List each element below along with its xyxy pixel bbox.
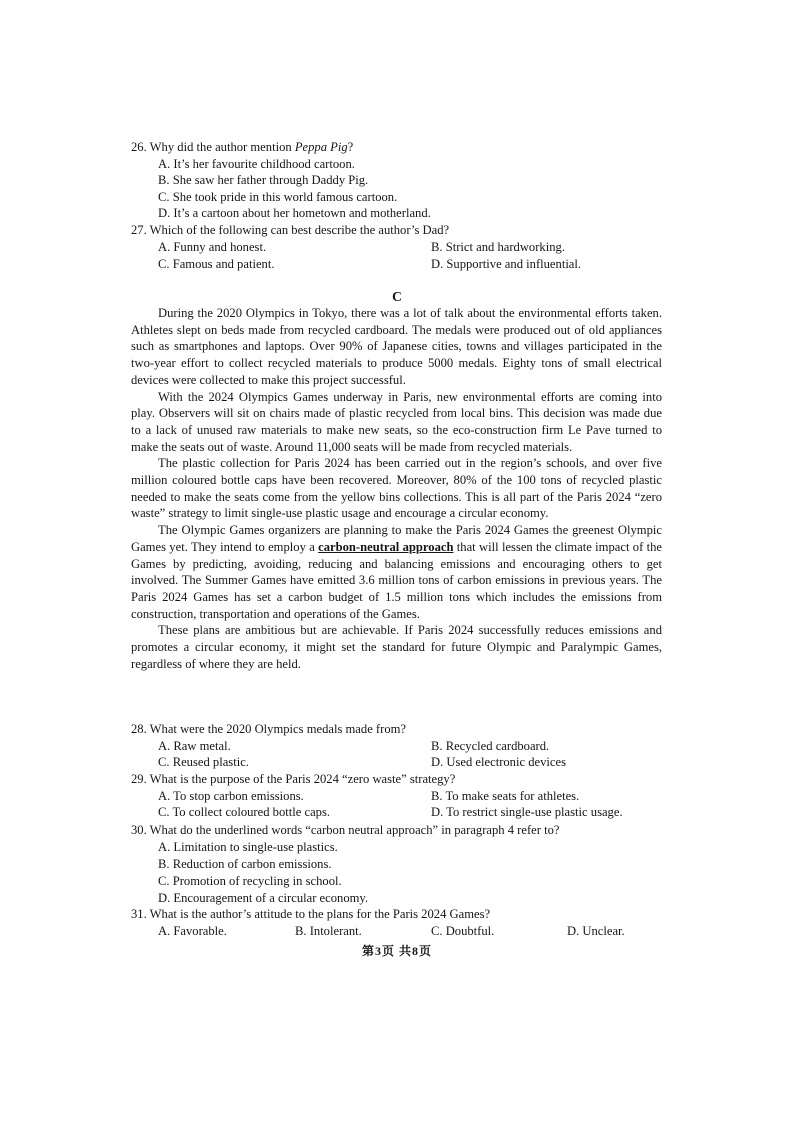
paragraph-2: With the 2024 Olympics Games underway in Paris, new environmental efforts are coming into play. Observers will sit on chairs made of plastic recycled from local bins. This decision was made due to a lack of unused raw materials to make new seats, so the eco-construction firm Le Pave turned to make the seats out of waste. Around 11,000 seats will be made from recycled materials. (131, 389, 662, 454)
q26-option-d: D. It’s a cartoon about her hometown and motherland. (158, 206, 431, 220)
q30-option-c: C. Promotion of recycling in school. (158, 874, 342, 888)
paragraph-3: The plastic collection for Paris 2024 has been carried out in the region’s schools, and over five million coloured bottle caps have been recovered. Moreover, 80% of the 100 tons of recycled plastic needed to make the seats come from the yellow bins collections. This is all part of the Paris 2024 “zero waste” strategy to limit single-use plastic usage and encourage a circular economy. (131, 456, 662, 521)
paragraph-1: During the 2020 Olympics in Tokyo, there was a lot of talk about the environmental efforts taken. Athletes slept on beds made from recycled cardboard. The medals were produced out of old appliances such as smartphones and laptops. Over 90% of Japanese cities, towns and villages participated in the two-year effort to collect recycled materials to produce 5000 medals. Eighty tons of small electrical devices were collected to make this project successful. (131, 306, 662, 387)
q31-option-c: C. Doubtful. (431, 924, 495, 938)
paragraph-5: These plans are ambitious but are achievable. If Paris 2024 successfully reduces emissions and promotes a circular economy, it might set the standard for future Olympic and Paralympic Games, regardless of where they are held. (131, 623, 662, 671)
q27-option-d: D. Supportive and influential. (431, 257, 582, 271)
q26-option-b: B. She saw her father through Daddy Pig. (158, 173, 369, 187)
q27-option-a: A. Funny and honest. (158, 240, 267, 254)
question-30: 30. What do the underlined words “carbon neutral approach” in paragraph 4 refer to? (131, 823, 560, 837)
q28-option-d: D. Used electronic devices (431, 755, 566, 769)
passage-c (131, 305, 662, 672)
q30-option-d: D. Encouragement of a circular economy. (158, 891, 369, 905)
page-footer: 第3页 共8页 (361, 944, 432, 958)
question-26-suffix: ? (347, 140, 354, 154)
q28-option-b: B. Recycled cardboard. (431, 739, 550, 753)
q29-option-c: C. To collect coloured bottle caps. (158, 805, 331, 819)
q29-option-d: D. To restrict single-use plastic usage. (431, 805, 623, 819)
question-27: 27. Which of the following can best describe the author’s Dad? (131, 223, 450, 237)
q29-option-b: B. To make seats for athletes. (431, 789, 580, 803)
section-heading: C (392, 289, 402, 304)
q29-option-a: A. To stop carbon emissions. (158, 789, 304, 803)
q26-option-a: A. It’s her favourite childhood cartoon. (158, 157, 355, 171)
q30-option-a: A. Limitation to single-use plastics. (158, 840, 338, 854)
paragraph-4-after: that will lessen the climate impact of the Games by predicting, avoiding, reducing and balancing emissions and encouraging others to get involved. The Summer Games have emitted 3.6 million tons of carbon emissions in previous years. The Paris 2024 Games has set a carbon budget of 1.5 million tons which includes the emissions from construction, transportation and operations of the Games. (131, 539, 662, 621)
question-28: 28. What were the 2020 Olympics medals made from? (131, 722, 407, 736)
q27-option-b: B. Strict and hardworking. (431, 240, 565, 254)
q31-option-d: D. Unclear. (567, 924, 625, 938)
q28-option-c: C. Reused plastic. (158, 755, 249, 769)
paragraph-4 (131, 522, 662, 622)
question-26-title: Peppa Pig (294, 140, 348, 154)
question-31: 31. What is the author’s attitude to the plans for the Paris 2024 Games? (131, 907, 491, 921)
paragraph-4-before: The Olympic Games organizers are planning to make the Paris 2024 Games the greenest Olympic Games yet. They intend to employ a (131, 523, 662, 554)
q31-option-b: B. Intolerant. (295, 924, 362, 938)
q26-option-c: C. She took pride in this world famous cartoon. (158, 190, 398, 204)
question-26 (131, 139, 353, 156)
question-26-prefix: 26. Why did the author mention (131, 140, 295, 154)
q31-option-a: A. Favorable. (158, 924, 227, 938)
question-29: 29. What is the purpose of the Paris 2024 “zero waste” strategy? (131, 772, 456, 786)
q27-option-c: C. Famous and patient. (158, 257, 275, 271)
q30-option-b: B. Reduction of carbon emissions. (158, 857, 332, 871)
underlined-phrase: carbon-neutral approach (318, 539, 454, 554)
q28-option-a: A. Raw metal. (158, 739, 231, 753)
